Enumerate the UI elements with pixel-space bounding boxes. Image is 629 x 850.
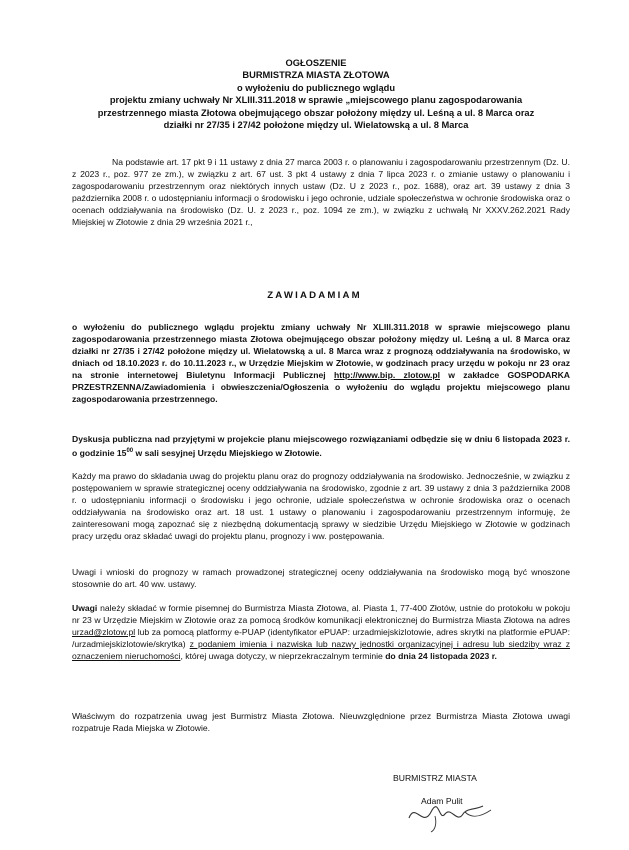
signature-title: BURMISTRZ MIASTA [393,773,477,783]
rights-paragraph: Każdy ma prawo do składania uwag do projektu planu oraz do prognozy oddziaływania na środowisko. Jednocześnie, w związku z postępowaniem w sprawie strategicznej oceny oddziaływania na środowisko, zgodnie z art. 39 ustawy z dnia 3 października 2008 r. o udostępnianiu informacji o środowisku i jego ochronie, udziale społeczeństwa w ochronie środowiska oraz o ocenach oddziaływania na środowisko oraz art. 18 ust. 1 ustawy o planowaniu i zagospodarowaniu przestrzennym informuję, że zainteresowani mogą zapoznać się z niezbędną dokumentacją sprawy w siedzibie Urzędu Miejskiego w Złotowie w godzinach pracy urzędu oraz składać uwagi do projektu planu, prognozy i ww. postępowania. [72,471,570,541]
forecast-paragraph: Uwagi i wnioski do prognozy w ramach prowadzonej strategicznej oceny oddziaływania na środowisko mogą być wnoszone stosownie do art. 40 ww. ustawy. [72,567,570,589]
handwritten-signature [405,788,495,834]
remarks-deadline: do dnia 24 listopada 2023 r. [385,651,497,661]
header-project-line-3: działki nr 27/35 i 27/42 położone między ul. Wielatowską a ul. 8 Marca [163,120,469,131]
remarks-text: należy składać w formie pisemnej do Burmistrza Miasta Złotowa, al. Piasta 1, 77-400 Złotów, ustnie do protokołu w pokoju nr 23 w Urzędzie Miejskim w Złotowie oraz za pomocą środków komunikacji elektronicznej do Burmistrza Miasta Złotowa na adres [72,603,570,625]
zawiadamiam-heading: ZAWIADAMIAM [267,290,362,301]
discussion-paragraph [72,433,570,459]
email-link[interactable]: urzad@zlotow.pl [72,627,136,637]
signature-name: Adam Pulit [421,796,463,806]
discussion-text: Dyskusja publiczna nad przyjętymi w projekcie planu miejscowego rozwiązaniami odbędzie się w dniu 6 listopada 2023 r. o godzinie 15 [72,434,570,458]
remarks-paragraph [72,602,570,662]
legal-basis-paragraph: Na podstawie art. 17 pkt 9 i 11 ustawy z dnia 27 marca 2003 r. o planowaniu i zagospodarowaniu przestrzennym (Dz. U. z 2023 r., poz. 977 ze zm.), w związku z art. 67 ust. 3 pkt 4 ustawy z dnia 7 lipca 2023 r. o zmianie ustawy o planowaniu i zagospodarowaniu przestrzennym oraz niektórych innych ustaw (Dz. U z 2023 r., poz. 1688), oraz art. 39 ustawy z dnia 3 października 2008 r. o udostępnianiu informacji o środowisku i jego ochronie, udziale społeczeństwa w ochronie środowiska oraz o ocenach oddziaływania na środowisko (Dz. U. z 2023 r., poz. 1094 ze zm.), w związku z uchwałą Nr XXXV.262.2021 Rady Miejskiej w Złotowie z dnia 29 września 2021 r., [72,157,570,227]
remarks-required-data: z podaniem imienia i nazwiska lub nazwy jednostki organizacyjnej i adresu lub siedziby wraz z oznaczeniem nieruchomości [72,639,571,661]
remarks-lead: Uwagi [72,603,98,613]
discussion-location: w sali sesyjnej Urzędu Miejskiego w Złotowie. [133,447,322,458]
announcement-paragraph [72,321,570,405]
discussion-time-superscript: 00 [126,448,134,454]
announcement-header [60,57,572,131]
header-title: OGŁOSZENIE [285,58,347,68]
announcement-text-tail: w zakładce GOSPODARKA PRZESTRZENNA/Zawiadomienia i obwieszczenia/Ogłoszenia o wyłożeniu do wglądu projektu miejscowego planu zagospodarowania przestrzennego. [72,370,570,404]
announcement-text: o wyłożeniu do publicznego wglądu projektu zmiany uchwały Nr XLIII.311.2018 w sprawie miejscowego planu zagospodarowania przestrzennego miasta Złotowa obejmującego obszar położony między ul. Leśną a ul. 8 Marca oraz działki nr 27/35 i 27/42 położone między ul. Wielatowską a ul. 8 Marca wraz z prognozą oddziaływania na środowisko, w dniach od 18.10.2023 r. do 10.11.2023 r., w Urzędzie Miejskim w Złotowie, w godzinach pracy urzędu w pokoju nr 23 oraz na stronie internetowej Biuletynu Informacji Publicznej [72,322,570,380]
remarks-text-deadline-lead: , której uwaga dotyczy, w nieprzekraczalnym terminie [180,651,386,661]
competence-paragraph: Właściwym do rozpatrzenia uwag jest Burmistrz Miasta Złotowa. Nieuwzględnione przez Burmistrza Miasta Złotowa uwagi rozpatruje Rada Miejska w Złotowie. [72,711,570,733]
remarks-text-epuap: lub za pomocą platformy e-PUAP (identyfikator ePUAP: urzadmiejskizlotowie, adres skrytki na platformie ePUAP: /urzadmiejskizlotowie/skrytka) [72,627,570,649]
header-issuer: BURMISTRZA MIASTA ZŁOTOWA [242,70,390,81]
header-project-line-1: projektu zmiany uchwały Nr XLIII.311.2018 w sprawie „miejscowego planu zagospodarowania [109,95,523,106]
bip-link[interactable]: http://www.bip. zlotow.pl [333,370,440,380]
header-subject: o wyłożeniu do publicznego wglądu [236,82,396,93]
header-project-line-2: przestrzennego miasta Złotowa obejmującego obszar położony między ul. Leśną a ul. 8 Marca oraz [97,107,535,118]
